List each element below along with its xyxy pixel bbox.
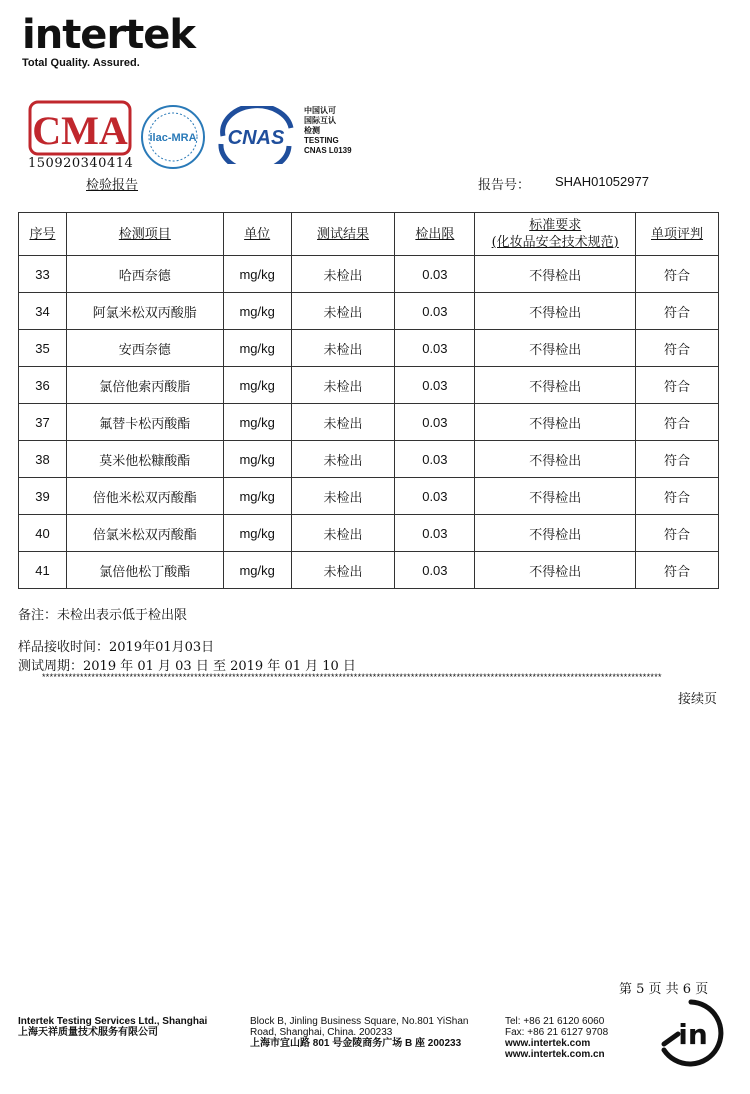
table-row xyxy=(19,256,719,293)
cell-requirement: 不得检出 xyxy=(475,515,636,552)
sample-received: 样品接收时间：2019年01月03日 xyxy=(18,640,215,655)
cell-verdict: 符合 xyxy=(636,256,719,293)
ilac-logo-text: ilac-MRA xyxy=(149,132,197,144)
header-requirement-sub: (化妆品安全技术规范) xyxy=(491,235,619,250)
fax: Fax: +86 21 6127 9708 xyxy=(505,1027,609,1038)
cell-no: 38 xyxy=(19,441,67,478)
cell-unit: mg/kg xyxy=(223,478,291,515)
address-en-1: Block B, Jinling Business Square, No.801 YiShan xyxy=(250,1016,469,1027)
header-verdict: 单项评判 xyxy=(636,213,719,256)
cell-result: 未检出 xyxy=(291,552,395,589)
cell-unit: mg/kg xyxy=(223,330,291,367)
cell-limit: 0.03 xyxy=(395,330,475,367)
cell-result: 未检出 xyxy=(291,404,395,441)
footer-company xyxy=(18,1016,207,1038)
cell-item: 倍他米松双丙酸酯 xyxy=(66,478,223,515)
cell-no: 36 xyxy=(19,367,67,404)
table-row xyxy=(19,515,719,552)
company-en: Intertek Testing Services Ltd., Shanghai xyxy=(18,1016,208,1027)
cell-no: 34 xyxy=(19,293,67,330)
cell-limit: 0.03 xyxy=(395,404,475,441)
separator-stars: ******************************************************************************************************************************************************************* xyxy=(42,672,662,682)
cell-no: 37 xyxy=(19,404,67,441)
website-com: www.intertek.com xyxy=(505,1038,591,1049)
cell-verdict: 符合 xyxy=(636,552,719,589)
remark: 备注：未检出表示低于检出限 xyxy=(18,608,188,623)
cell-verdict: 符合 xyxy=(636,441,719,478)
cell-unit: mg/kg xyxy=(223,293,291,330)
cell-result: 未检出 xyxy=(291,367,395,404)
cell-verdict: 符合 xyxy=(636,404,719,441)
report-title: 检验报告 xyxy=(86,178,139,193)
cell-requirement: 不得检出 xyxy=(475,552,636,589)
header-requirement xyxy=(475,213,636,256)
header-limit: 检出限 xyxy=(395,213,475,256)
table-row xyxy=(19,478,719,515)
cell-verdict: 符合 xyxy=(636,330,719,367)
cell-limit: 0.03 xyxy=(395,367,475,404)
cell-limit: 0.03 xyxy=(395,552,475,589)
cell-limit: 0.03 xyxy=(395,441,475,478)
cell-item: 哈西奈德 xyxy=(66,256,223,293)
table-row xyxy=(19,367,719,404)
cell-unit: mg/kg xyxy=(223,552,291,589)
intertek-in-logo xyxy=(656,998,726,1068)
cell-item: 安西奈德 xyxy=(66,330,223,367)
cell-requirement: 不得检出 xyxy=(475,256,636,293)
cell-no: 33 xyxy=(19,256,67,293)
cell-verdict: 符合 xyxy=(636,293,719,330)
company-cn: 上海天祥质量技术服务有限公司 xyxy=(18,1027,158,1038)
continued-label: 接续页 xyxy=(678,692,718,707)
cma-logo xyxy=(28,100,132,156)
cell-verdict: 符合 xyxy=(636,515,719,552)
cell-item: 阿氯米松双丙酸脂 xyxy=(66,293,223,330)
cell-requirement: 不得检出 xyxy=(475,404,636,441)
header-no: 序号 xyxy=(19,213,67,256)
cell-unit: mg/kg xyxy=(223,367,291,404)
report-number-label: 报告号： xyxy=(478,178,531,193)
cma-number: 150920340414 xyxy=(28,156,134,171)
footer-address xyxy=(250,1016,468,1049)
cell-result: 未检出 xyxy=(291,293,395,330)
cell-verdict: 符合 xyxy=(636,367,719,404)
header-unit: 单位 xyxy=(223,213,291,256)
website-cn: www.intertek.com.cn xyxy=(505,1049,605,1060)
table-row xyxy=(19,404,719,441)
cell-result: 未检出 xyxy=(291,441,395,478)
cell-item: 倍氯米松双丙酸酯 xyxy=(66,515,223,552)
cell-limit: 0.03 xyxy=(395,478,475,515)
cell-unit: mg/kg xyxy=(223,441,291,478)
table-row xyxy=(19,552,719,589)
cnas-caption: 中国认可 国际互认 检测 TESTING CNAS L0139 xyxy=(304,106,352,155)
logo-tagline: Total Quality. Assured. xyxy=(22,57,140,69)
header-item: 检测项目 xyxy=(66,213,223,256)
cnas-logo xyxy=(215,106,297,164)
cma-logo-text: CMA xyxy=(32,108,128,153)
footer-contact xyxy=(505,1016,608,1060)
cell-result: 未检出 xyxy=(291,256,395,293)
address-cn: 上海市宜山路 801 号金陵商务广场 B 座 200233 xyxy=(250,1038,462,1049)
in-logo-text: in xyxy=(678,1018,708,1051)
cell-no: 39 xyxy=(19,478,67,515)
intertek-logo: intertek xyxy=(22,12,196,58)
test-period: 测试周期：2019 年 01 月 03 日 至 2019 年 01 月 10 日 xyxy=(18,659,356,674)
table-row xyxy=(19,330,719,367)
cell-item: 氯倍他松丁酸酯 xyxy=(66,552,223,589)
cell-unit: mg/kg xyxy=(223,404,291,441)
results-table xyxy=(18,212,719,589)
report-number: SHAH01052977 xyxy=(555,174,649,189)
cell-requirement: 不得检出 xyxy=(475,293,636,330)
cell-unit: mg/kg xyxy=(223,515,291,552)
table-row xyxy=(19,441,719,478)
cell-limit: 0.03 xyxy=(395,256,475,293)
cell-no: 40 xyxy=(19,515,67,552)
ilac-mra-logo xyxy=(140,104,206,170)
cell-result: 未检出 xyxy=(291,515,395,552)
cell-result: 未检出 xyxy=(291,478,395,515)
cell-item: 氯倍他索丙酸脂 xyxy=(66,367,223,404)
cell-limit: 0.03 xyxy=(395,293,475,330)
cell-requirement: 不得检出 xyxy=(475,367,636,404)
cell-limit: 0.03 xyxy=(395,515,475,552)
page-number: 第 5 页 共 6 页 xyxy=(619,982,709,997)
cell-item: 氟替卡松丙酸酯 xyxy=(66,404,223,441)
cell-requirement: 不得检出 xyxy=(475,478,636,515)
cell-result: 未检出 xyxy=(291,330,395,367)
tel: Tel: +86 21 6120 6060 xyxy=(505,1016,605,1027)
table-header-row xyxy=(19,213,719,256)
cell-requirement: 不得检出 xyxy=(475,330,636,367)
cell-no: 41 xyxy=(19,552,67,589)
header-result: 测试结果 xyxy=(291,213,395,256)
cell-unit: mg/kg xyxy=(223,256,291,293)
cnas-logo-text: CNAS xyxy=(227,127,285,149)
header-requirement-title: 标准要求 xyxy=(529,218,582,233)
cell-no: 35 xyxy=(19,330,67,367)
address-en-2: Road, Shanghai, China. 200233 xyxy=(250,1027,393,1038)
cell-verdict: 符合 xyxy=(636,478,719,515)
cell-item: 莫米他松糠酸酯 xyxy=(66,441,223,478)
table-row xyxy=(19,293,719,330)
cell-requirement: 不得检出 xyxy=(475,441,636,478)
